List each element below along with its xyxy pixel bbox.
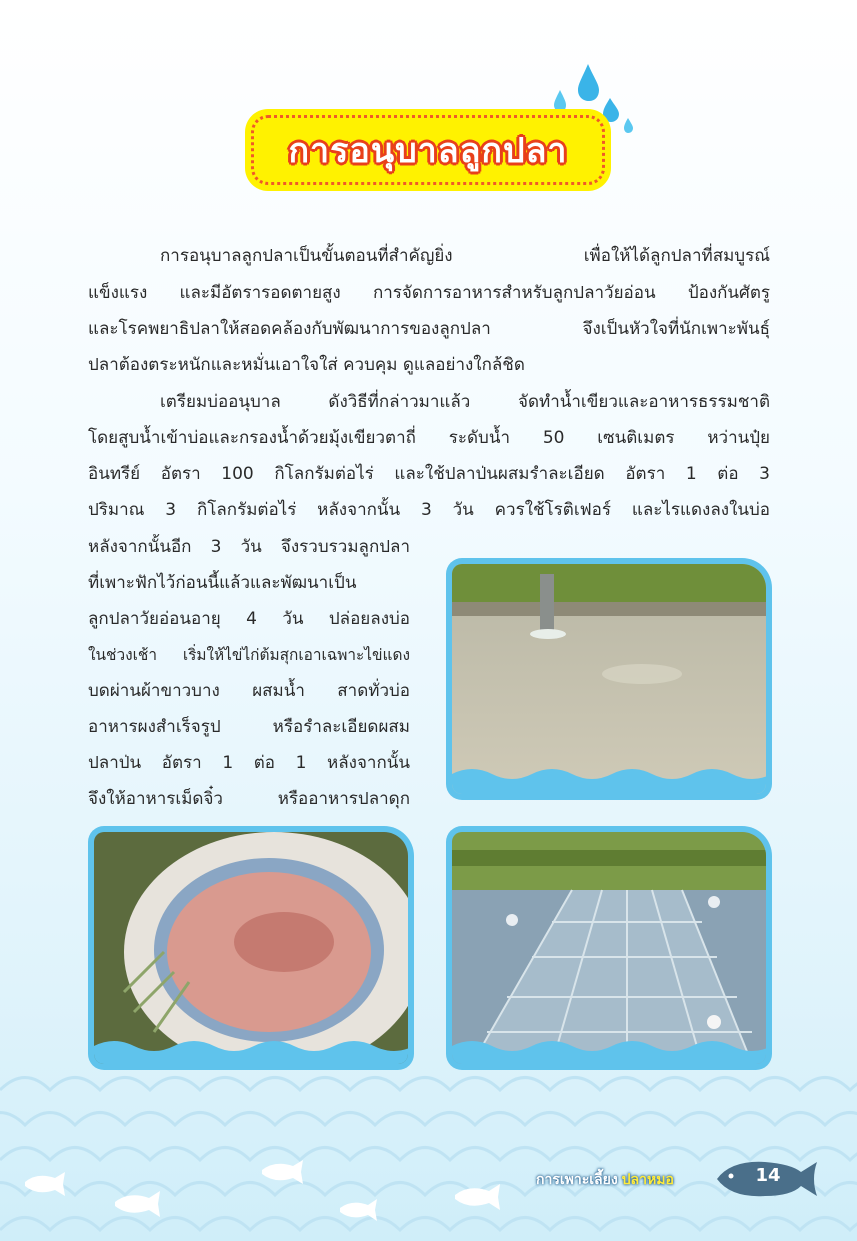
- paragraph-1-line-1: การอนุบาลลูกปลาเป็นขั้นตอนที่สำคัญยิ่ง เพื่อให้ได้ลูกปลาที่สมบูรณ์: [160, 246, 770, 266]
- paragraph-2-line-3: อินทรีย์ อัตรา 100 กิโลกรัมต่อไร่ และใช้ปลาป่นผสมรำละเอียด อัตรา 1 ต่อ 3: [88, 464, 770, 484]
- footer-book-title: [536, 1169, 674, 1191]
- photo-hapa-nets: [446, 826, 772, 1070]
- footer-label-accent: ปลาหมอ: [621, 1172, 674, 1188]
- photo-pond-water-inlet: [446, 558, 772, 800]
- title-plaque: [250, 114, 606, 186]
- paragraph-1-line-2: แข็งแรง และมีอัตรารอดตายสูง การจัดการอาหารสำหรับลูกปลาวัยอ่อน ป้องกันศัตรู: [88, 283, 770, 303]
- photo-fish-fry-net: [88, 826, 414, 1070]
- paragraph-2-line-2: โดยสูบน้ำเข้าบ่อและกรองน้ำด้วยมุ้งเขียวตาถี่ ระดับน้ำ 50 เซนติเมตร หว่านปุ๋ย: [88, 428, 770, 448]
- page-title: การอนุบาลลูกปลา: [288, 131, 568, 171]
- paragraph-3-line-2: ที่เพาะฟักไว้ก่อนนี้แล้วและพัฒนาเป็น: [88, 573, 357, 593]
- paragraph-1-line-4: ปลาต้องตระหนักและหมั่นเอาใจใส่ ควบคุม ดูแลอย่างใกล้ชิด: [88, 355, 525, 375]
- paragraph-3-line-7: ปลาป่น อัตรา 1 ต่อ 1 หลังจากนั้น: [88, 753, 410, 773]
- page-number: 14: [755, 1165, 781, 1186]
- paragraph-2-line-4: ปริมาณ 3 กิโลกรัมต่อไร่ หลังจากนั้น 3 วัน ควรใช้โรติเฟอร์ และไรแดงลงในบ่อ: [88, 500, 770, 520]
- paragraph-3-line-4: ในช่วงเช้า เริ่มให้ไข่ไก่ต้มสุกเอาเฉพาะไข่แดง: [88, 646, 410, 664]
- paragraph-1-line-3: และโรคพยาธิปลาให้สอดคล้องกับพัฒนาการของลูกปลา จึงเป็นหัวใจที่นักเพาะพันธุ์: [88, 319, 770, 339]
- footer-label-main: การเพาะเลี้ยง: [536, 1172, 618, 1188]
- paragraph-3-line-8: จึงให้อาหารเม็ดจิ๋ว หรืออาหารปลาดุก: [88, 789, 410, 809]
- wave-pattern-background: [0, 1060, 857, 1241]
- paragraph-3-line-6: อาหารผงสำเร็จรูป หรือรำละเอียดผสม: [88, 717, 410, 737]
- paragraph-3-line-5: บดผ่านผ้าขาวบาง ผสมน้ำ สาดทั่วบ่อ: [88, 681, 410, 701]
- paragraph-3-line-1: หลังจากนั้นอีก 3 วัน จึงรวบรวมลูกปลา: [88, 537, 410, 557]
- paragraph-3-line-3: ลูกปลาวัยอ่อนอายุ 4 วัน ปล่อยลงบ่อ: [88, 609, 410, 629]
- paragraph-2-line-1: เตรียมบ่ออนุบาล ดังวิธีที่กล่าวมาแล้ว จัดทำน้ำเขียวและอาหารธรรมชาติ: [160, 392, 770, 412]
